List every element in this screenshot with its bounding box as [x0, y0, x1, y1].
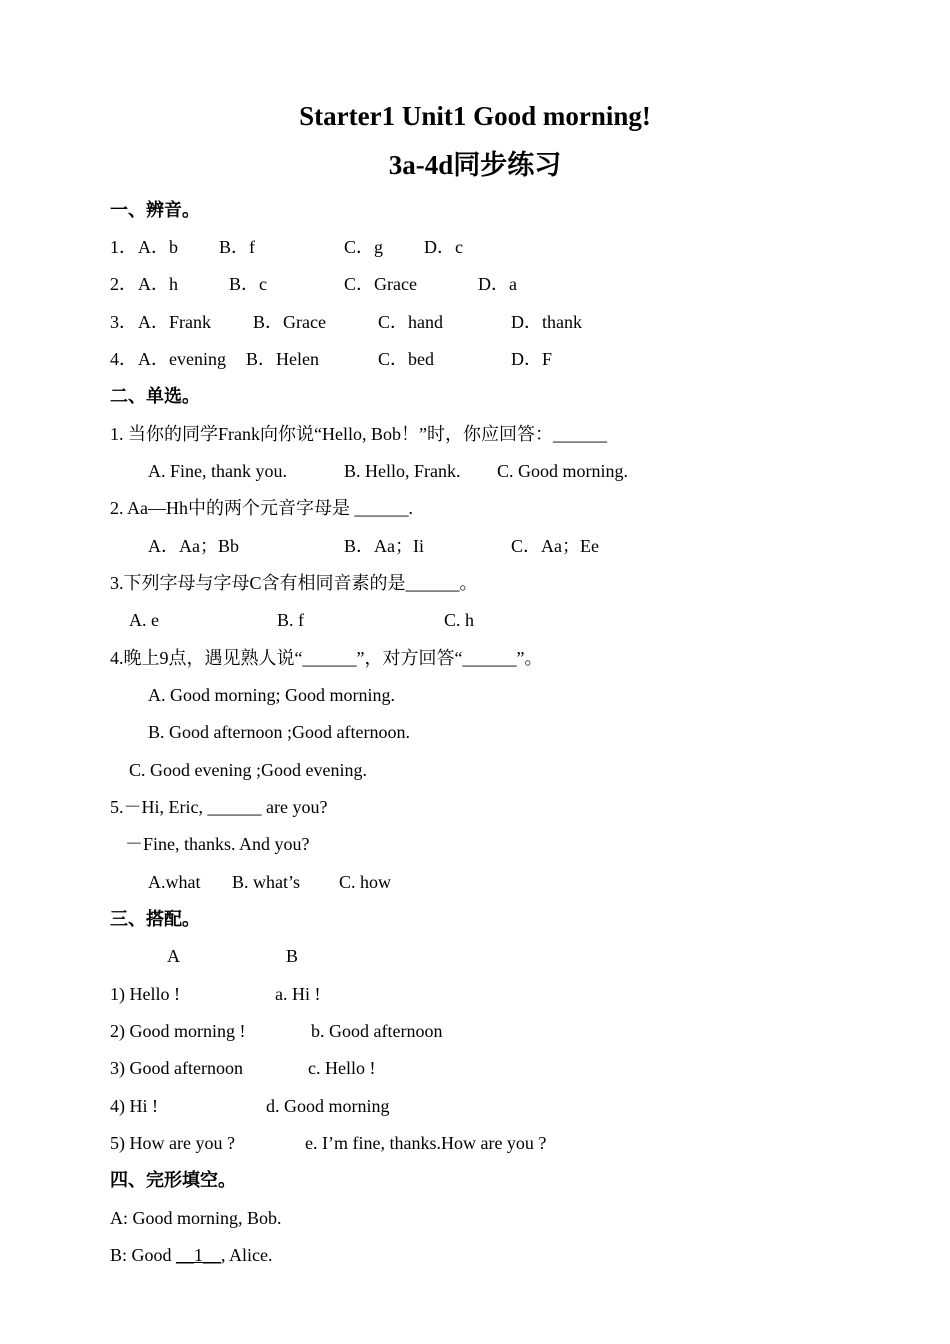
s2-question-4-option-b: B. Good afternoon ;Good afternoon.	[148, 722, 410, 742]
question-number: 3．	[110, 312, 137, 332]
title-line-1: Starter1 Unit1 Good morning!	[299, 101, 651, 131]
matching-left: 2) Good morning !	[110, 1021, 246, 1041]
question-number: 1．	[110, 237, 137, 257]
cloze-text: B: Good	[110, 1245, 177, 1265]
option-c: C．g	[344, 237, 384, 257]
option-b: B．Grace	[253, 312, 326, 332]
option-d: D．F	[511, 349, 553, 369]
title-line-2: 3a-4d同步练习	[388, 150, 562, 180]
option-a: A. e	[129, 610, 159, 630]
option-b: B．Helen	[246, 349, 319, 369]
s2-question-3-stem: 3.下列字母与字母C含有相同音素的是______。	[110, 573, 478, 593]
option-b: B．c	[229, 274, 267, 294]
s2-question-5-reply: －Fine, thanks. And you?	[125, 834, 310, 854]
section-3-heading: 三、搭配。	[110, 909, 200, 929]
option-b: B．f	[219, 237, 255, 257]
matching-right: b. Good afternoon	[311, 1021, 443, 1041]
matching-right: c. Hello !	[308, 1058, 376, 1078]
s2-question-4-option-c: C. Good evening ;Good evening.	[129, 760, 367, 780]
option-b: B. what’s	[232, 872, 301, 892]
section-4-heading: 四、完形填空。	[110, 1170, 236, 1190]
option-c: C．Aa；Ee	[511, 536, 599, 556]
cloze-line-1: A: Good morning, Bob.	[110, 1208, 282, 1228]
option-a: A. Fine, thank you.	[148, 461, 287, 481]
question-number: 4．	[110, 349, 137, 369]
matching-left: 3) Good afternoon	[110, 1058, 243, 1078]
matching-left: 5) How are you ?	[110, 1133, 235, 1153]
option-d: D．thank	[511, 312, 582, 332]
matching-left: 1) Hello !	[110, 984, 180, 1004]
option-a: A．evening	[138, 349, 226, 369]
option-b: B. f	[277, 610, 304, 630]
option-a: A.what	[148, 872, 201, 892]
option-c: C. h	[444, 610, 475, 630]
matching-right: a. Hi !	[275, 984, 321, 1004]
option-c: C. Good morning.	[497, 461, 629, 481]
s2-question-1-stem: 1. 当你的同学Frank向你说“Hello, Bob！”时，你应回答：______	[110, 424, 607, 444]
option-c: C．bed	[378, 349, 434, 369]
cloze-line-2	[110, 1243, 273, 1267]
option-c: C．Grace	[344, 274, 417, 294]
matching-right: e. I’m fine, thanks.How are you ?	[305, 1133, 547, 1153]
s2-question-4-stem: 4.晚上9点，遇见熟人说“______”，对方回答“______”。	[110, 648, 543, 668]
option-a: A．Frank	[138, 312, 211, 332]
question-number: 2．	[110, 274, 137, 294]
column-a-label: A	[167, 946, 180, 966]
column-b-label: B	[286, 946, 299, 966]
s2-question-5-stem: 5.－Hi, Eric, ______ are you?	[110, 797, 328, 817]
cloze-text: , Alice.	[221, 1245, 273, 1265]
option-a: A．b	[138, 237, 178, 257]
s2-question-4-option-a: A. Good morning; Good morning.	[148, 685, 395, 705]
option-a: A．Aa；Bb	[148, 536, 239, 556]
matching-left: 4) Hi !	[110, 1096, 158, 1116]
matching-right: d. Good morning	[266, 1096, 390, 1116]
option-d: D．c	[424, 237, 463, 257]
s2-question-2-stem: 2. Aa—Hh中的两个元音字母是 ______.	[110, 498, 413, 518]
section-1-heading: 一、辨音。	[110, 200, 200, 220]
option-b: B．Aa；Ii	[344, 536, 424, 556]
section-2-heading: 二、单选。	[110, 386, 200, 406]
option-a: A．h	[138, 274, 178, 294]
option-c: C．hand	[378, 312, 443, 332]
option-c: C. how	[339, 872, 392, 892]
option-b: B. Hello, Frank.	[344, 461, 461, 481]
cloze-blank-1: __1__	[176, 1245, 222, 1265]
option-d: D．a	[478, 274, 517, 294]
